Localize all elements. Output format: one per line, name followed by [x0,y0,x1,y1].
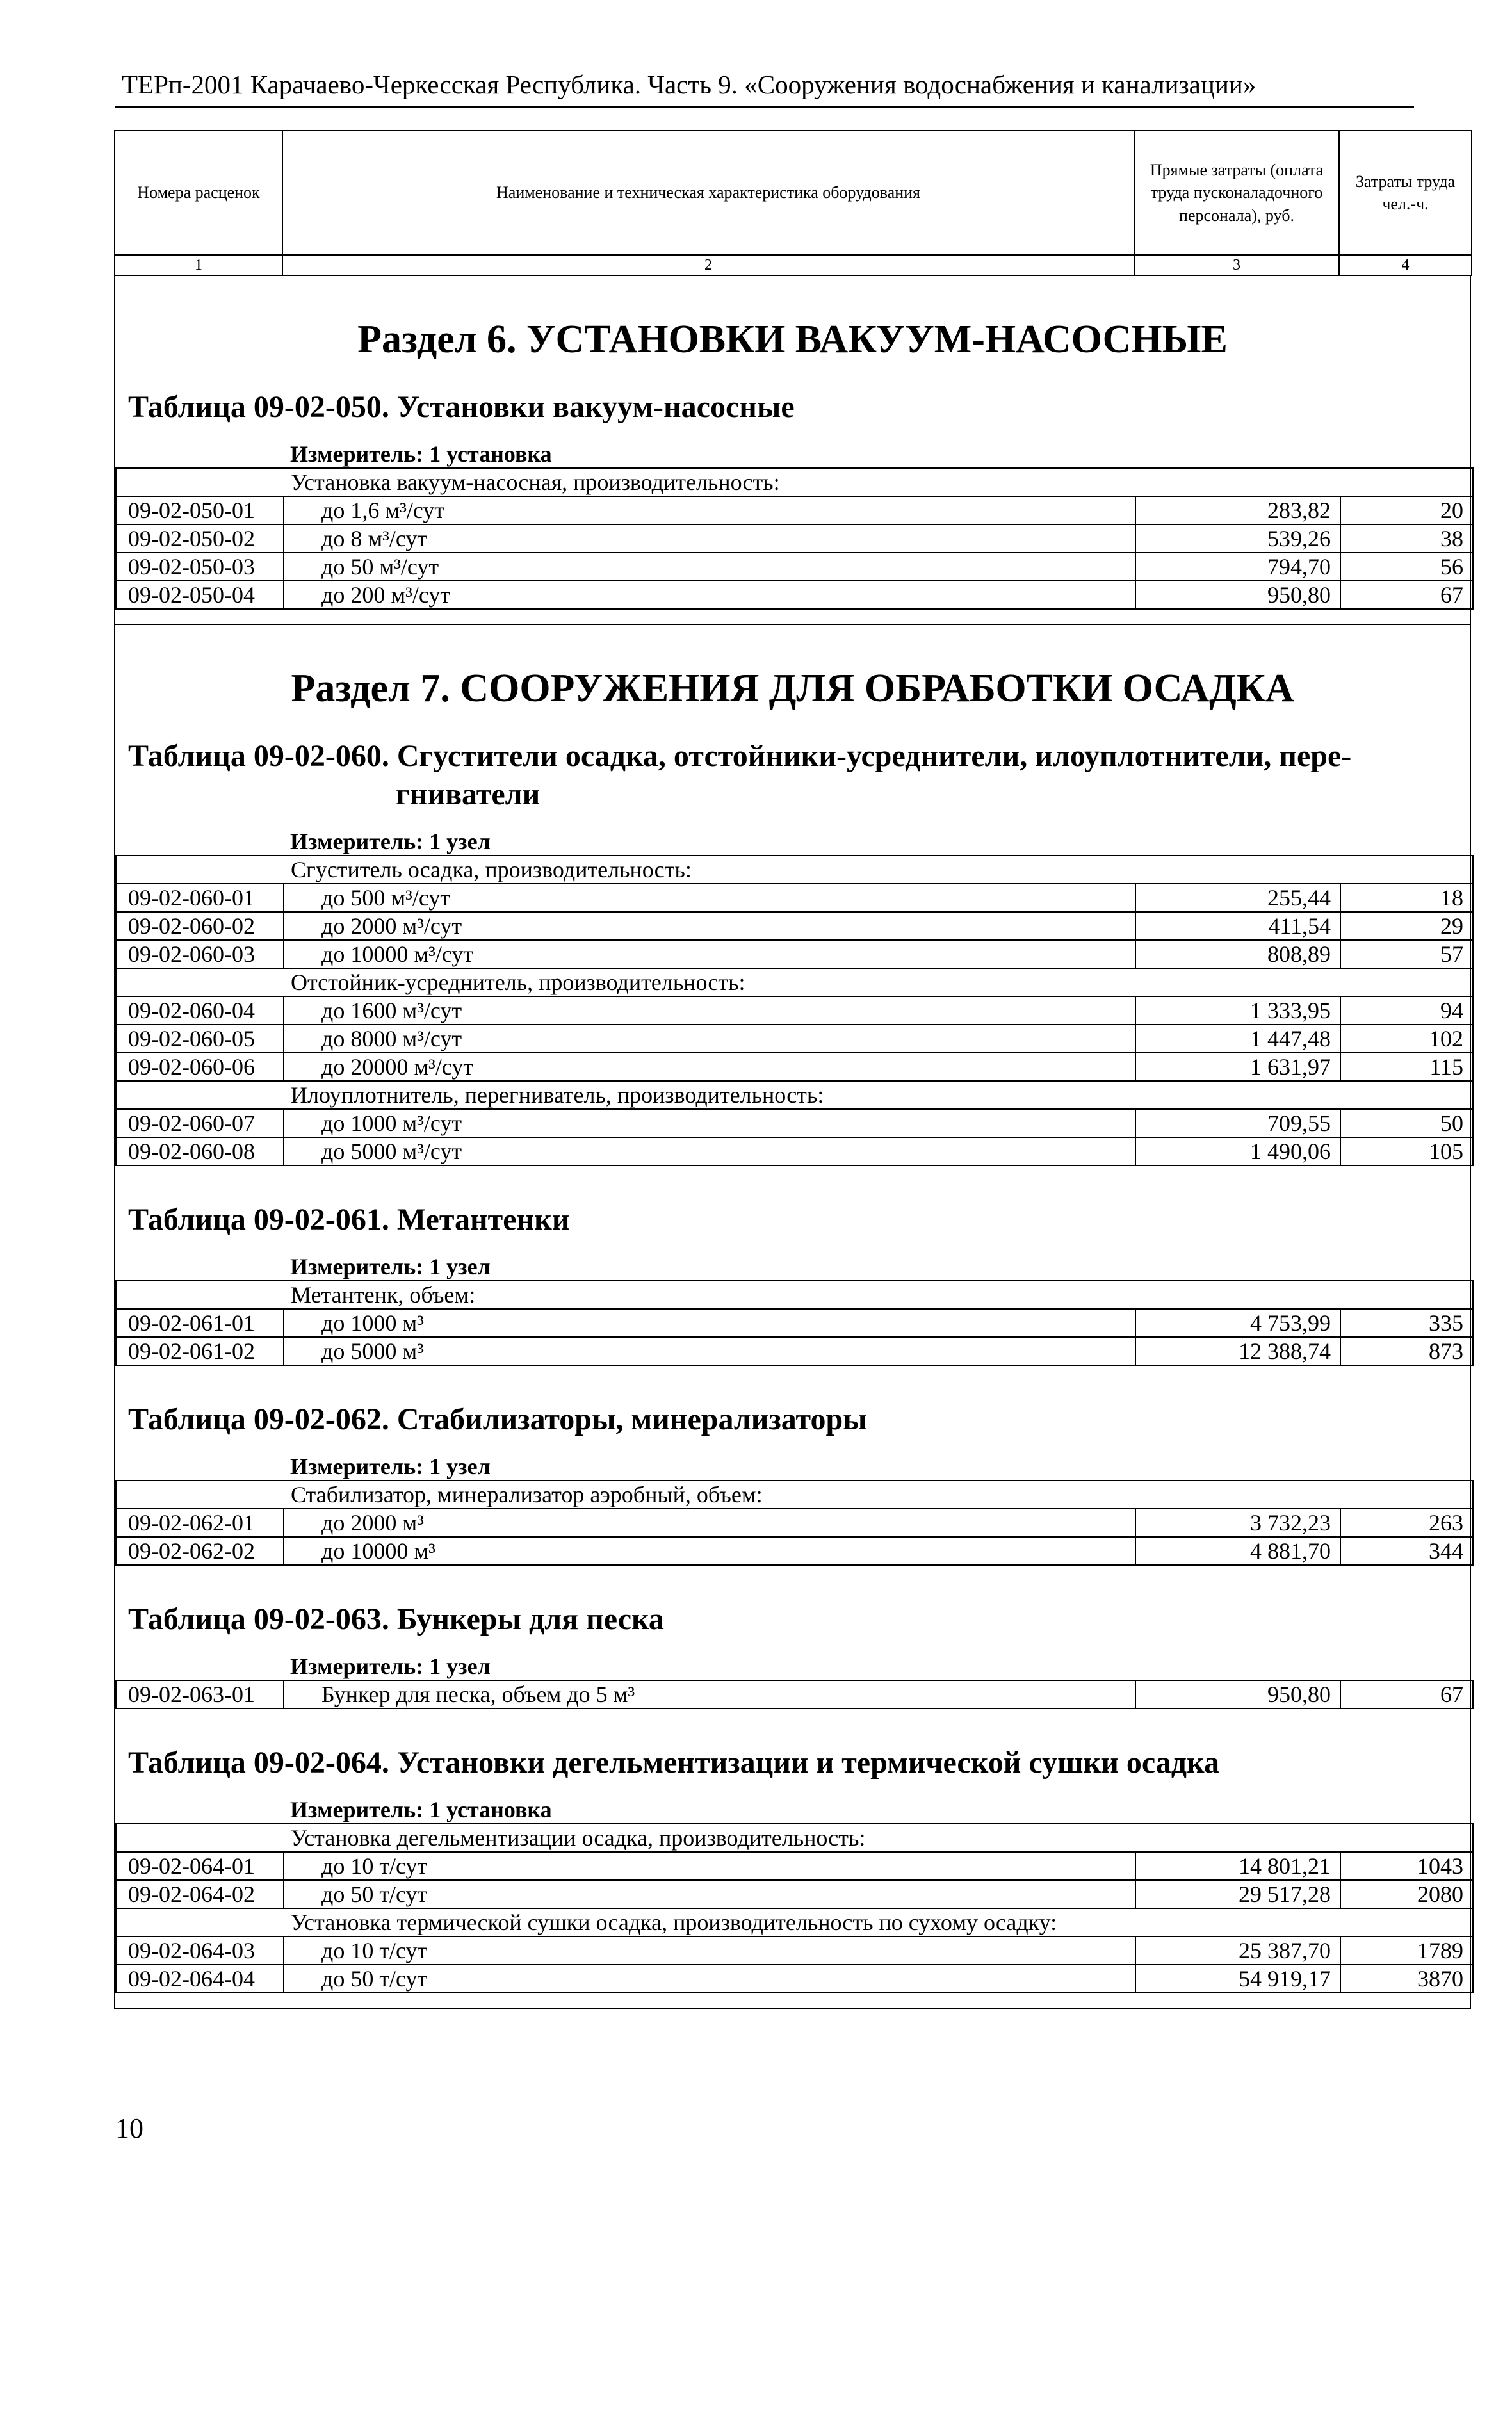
rate-cost: 1 447,48 [1135,1025,1340,1053]
rate-cost: 4 753,99 [1135,1309,1340,1337]
rate-table [115,1253,1474,1366]
rate-labor: 115 [1340,1053,1473,1081]
rates-table [114,130,1471,2427]
group-row [116,468,1473,496]
rate-cost: 255,44 [1135,884,1340,912]
table-title-text: Таблица 09-02-060. Сгустители осадка, отстойники-усреднители, илоуплотнители, пере- [128,739,1352,773]
spacer [115,1439,1470,1453]
rate-code: 09-02-060-02 [116,912,284,940]
table-title [115,1201,1470,1239]
rate-code: 09-02-064-04 [116,1965,284,1993]
rate-name: до 8 м³/сут [284,524,1135,553]
rate-code: 09-02-050-04 [116,581,284,609]
rate-cost: 54 919,17 [1135,1965,1340,1993]
rate-labor: 873 [1340,1337,1473,1365]
table-title-text: Таблица 09-02-063. Бункеры для песка [128,1602,664,1636]
meter-row [116,1253,1473,1281]
spacer [115,610,1470,624]
group-label: Стабилизатор, минерализатор аэробный, объем: [116,1481,1473,1509]
rate-labor: 3870 [1340,1965,1473,1993]
table-title [115,1600,1470,1639]
group-row [116,1908,1473,1936]
rate-cost: 794,70 [1135,553,1340,581]
rate-labor: 56 [1340,553,1473,581]
column-number: 4 [1339,255,1472,275]
rate-name: до 2000 м³ [284,1509,1135,1537]
spacer [115,1993,1470,2008]
table-row [116,940,1473,968]
table-title-text: Таблица 09-02-064. Установки дегельментизации и термической сушки осадка [128,1746,1219,1780]
column-header [114,130,1472,276]
rate-name: до 1,6 м³/сут [284,496,1135,524]
table-row [116,1109,1473,1137]
rate-labor: 67 [1340,1680,1473,1709]
table-row [116,996,1473,1025]
rate-cost: 4 881,70 [1135,1537,1340,1565]
table-row [116,1537,1473,1565]
spacer [115,1782,1470,1796]
rate-cost: 950,80 [1135,1680,1340,1709]
meter-row [116,1653,1473,1680]
table-row [116,1880,1473,1908]
table-row [116,1337,1473,1365]
rate-name: до 20000 м³/сут [284,1053,1135,1081]
rate-labor: 94 [1340,996,1473,1025]
meter-label: Измеритель: 1 узел [116,1253,1473,1281]
group-row [116,1824,1473,1852]
table-title-continuation: гниватели [396,777,541,811]
section-title: Раздел 7. СООРУЖЕНИЯ ДЛЯ ОБРАБОТКИ ОСАДКА [291,667,1294,710]
rate-code: 09-02-050-03 [116,553,284,581]
group-label: Метантенк, объем: [116,1281,1473,1309]
rate-labor: 50 [1340,1109,1473,1137]
rate-code: 09-02-050-01 [116,496,284,524]
rate-code: 09-02-050-02 [116,524,284,553]
table-title [115,1400,1470,1439]
meter-label: Измеритель: 1 узел [116,1653,1473,1680]
rate-labor: 344 [1340,1537,1473,1565]
rate-cost: 1 631,97 [1135,1053,1340,1081]
table-row [116,1852,1473,1880]
rate-code: 09-02-064-01 [116,1852,284,1880]
rate-table [115,1453,1474,1566]
table-row [116,581,1473,609]
column-header-name: Наименование и техническая характеристика оборудования [282,131,1134,255]
rate-name: до 10000 м³ [284,1537,1135,1565]
rate-code: 09-02-062-01 [116,1509,284,1537]
rate-labor: 102 [1340,1025,1473,1053]
rate-code: 09-02-062-02 [116,1537,284,1565]
meter-row [116,1796,1473,1824]
rate-cost: 1 490,06 [1135,1137,1340,1165]
group-row [116,1081,1473,1109]
rate-labor: 2080 [1340,1880,1473,1908]
rate-name: до 500 м³/сут [284,884,1135,912]
meter-label: Измеритель: 1 узел [116,1453,1473,1481]
rate-name: до 10000 м³/сут [284,940,1135,968]
table-row [116,1025,1473,1053]
spacer [115,1239,1470,1253]
table-row [116,1053,1473,1081]
table-row [116,496,1473,524]
rate-code: 09-02-061-02 [116,1337,284,1365]
spacer [115,814,1470,828]
spacer [115,1366,1470,1400]
group-row [116,1281,1473,1309]
spacer [115,1566,1470,1600]
table-row [116,1680,1473,1709]
sections [114,276,1471,2009]
table-row [116,1965,1473,1993]
table-title-text: Таблица 09-02-062. Стабилизаторы, минерализаторы [128,1402,867,1436]
rate-table [115,828,1474,1166]
rate-cost: 411,54 [1135,912,1340,940]
rate-labor: 67 [1340,581,1473,609]
rate-name: до 50 м³/сут [284,553,1135,581]
group-label: Отстойник-усреднитель, производительность: [116,968,1473,996]
rate-code: 09-02-064-02 [116,1880,284,1908]
table-title-text: Таблица 09-02-061. Метантенки [128,1203,570,1237]
rate-name: до 1600 м³/сут [284,996,1135,1025]
rate-labor: 1789 [1340,1936,1473,1965]
rate-labor: 20 [1340,496,1473,524]
column-number: 3 [1134,255,1339,275]
meter-row [116,441,1473,468]
rate-name: до 50 т/сут [284,1965,1135,1993]
rate-code: 09-02-060-04 [116,996,284,1025]
rate-cost: 1 333,95 [1135,996,1340,1025]
table-row [116,1936,1473,1965]
section-title: Раздел 6. УСТАНОВКИ ВАКУУМ-НАСОСНЫЕ [357,318,1228,361]
meter-label: Измеритель: 1 узел [116,828,1473,856]
table-title [115,388,1470,426]
rate-code: 09-02-063-01 [116,1680,284,1709]
rate-labor: 105 [1340,1137,1473,1165]
rate-cost: 950,80 [1135,581,1340,609]
table-title [115,1744,1470,1782]
rate-name: до 10 т/сут [284,1852,1135,1880]
table-row [116,1309,1473,1337]
group-label: Установка вакуум-насосная, производительность: [116,468,1473,496]
rate-labor: 38 [1340,524,1473,553]
column-header-codes: Номера расценок [115,131,282,255]
table-row [116,884,1473,912]
rate-name: Бункер для песка, объем до 5 м³ [284,1680,1135,1709]
group-label: Илоуплотнитель, перегниватель, производительность: [116,1081,1473,1109]
table-row [116,553,1473,581]
column-header-cost: Прямые затраты (оплата труда пусконаладочного персонала), руб. [1134,131,1339,255]
table-title-text: Таблица 09-02-050. Установки вакуум-насосные [128,390,795,424]
group-label: Сгуститель осадка, производительность: [116,856,1473,884]
rate-cost: 283,82 [1135,496,1340,524]
spacer [115,426,1470,441]
rate-name: до 1000 м³/сут [284,1109,1135,1137]
rate-labor: 1043 [1340,1852,1473,1880]
rate-code: 09-02-060-08 [116,1137,284,1165]
section-block [114,276,1471,625]
rate-name: до 10 т/сут [284,1936,1135,1965]
rate-cost: 29 517,28 [1135,1880,1340,1908]
rate-table [115,441,1474,610]
meter-label: Измеритель: 1 установка [116,1796,1473,1824]
rate-cost: 808,89 [1135,940,1340,968]
rate-code: 09-02-060-03 [116,940,284,968]
rate-code: 09-02-060-01 [116,884,284,912]
table-title [115,737,1470,814]
table-row [116,524,1473,553]
rate-table [115,1796,1474,1993]
running-header: ТЕРп-2001 Карачаево-Черкесская Республика. Часть 9. «Сооружения водоснабжения и канализации» [122,70,1256,99]
meter-row [116,828,1473,856]
section-block [114,625,1471,2009]
rate-table [115,1653,1474,1709]
rate-labor: 263 [1340,1509,1473,1537]
rate-code: 09-02-064-03 [116,1936,284,1965]
group-label: Установка дегельментизации осадка, производительность: [116,1824,1473,1852]
table-row [116,912,1473,940]
rate-cost: 25 387,70 [1135,1936,1340,1965]
table-row [116,1137,1473,1165]
table-row [116,1509,1473,1537]
group-label: Установка термической сушки осадка, производительность по сухому осадку: [116,1908,1473,1936]
column-header-labor: Затраты труда чел.-ч. [1339,131,1472,255]
rate-cost: 14 801,21 [1135,1852,1340,1880]
rate-cost: 539,26 [1135,524,1340,553]
rate-code: 09-02-060-06 [116,1053,284,1081]
rate-name: до 5000 м³ [284,1337,1135,1365]
meter-label: Измеритель: 1 установка [116,441,1473,468]
rate-labor: 57 [1340,940,1473,968]
rate-code: 09-02-060-07 [116,1109,284,1137]
spacer [115,1709,1470,1744]
spacer [115,1639,1470,1653]
rate-labor: 29 [1340,912,1473,940]
rate-code: 09-02-061-01 [116,1309,284,1337]
group-row [116,1481,1473,1509]
rate-name: до 8000 м³/сут [284,1025,1135,1053]
rate-cost: 3 732,23 [1135,1509,1340,1537]
rate-code: 09-02-060-05 [116,1025,284,1053]
group-row [116,856,1473,884]
spacer [115,1166,1470,1201]
rate-cost: 12 388,74 [1135,1337,1340,1365]
rate-name: до 5000 м³/сут [284,1137,1135,1165]
rate-labor: 335 [1340,1309,1473,1337]
rate-cost: 709,55 [1135,1109,1340,1137]
rate-name: до 50 т/сут [284,1880,1135,1908]
page-number: 10 [115,2113,143,2144]
rate-labor: 18 [1340,884,1473,912]
group-row [116,968,1473,996]
column-number: 1 [115,255,282,275]
rate-name: до 1000 м³ [284,1309,1135,1337]
column-number: 2 [282,255,1134,275]
header-rule [115,106,1414,108]
meter-row [116,1453,1473,1481]
rate-name: до 200 м³/сут [284,581,1135,609]
rate-name: до 2000 м³/сут [284,912,1135,940]
